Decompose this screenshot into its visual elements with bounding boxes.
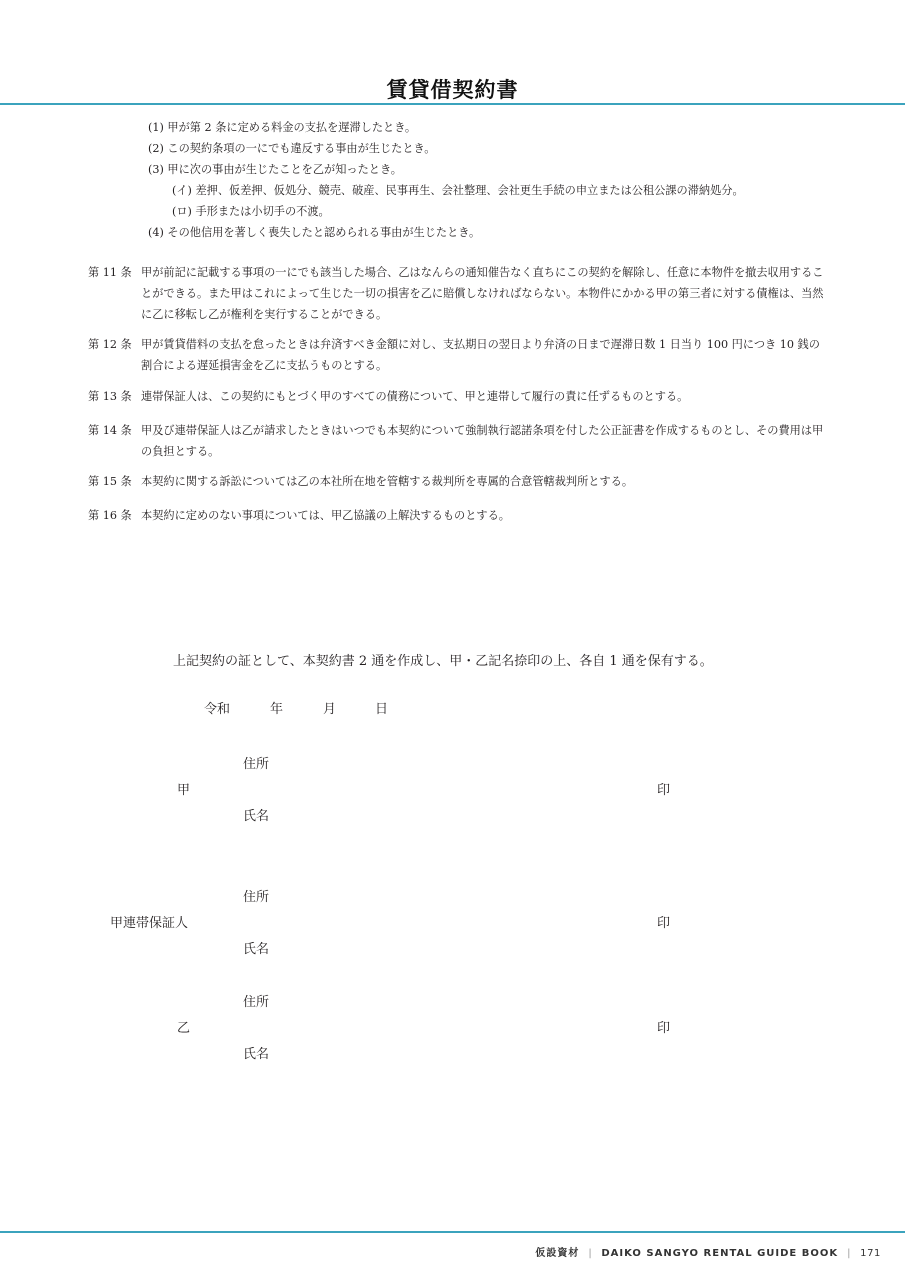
article-13 xyxy=(88,386,828,407)
footer-separator: | xyxy=(588,1248,593,1259)
article-12 xyxy=(88,334,828,376)
article-text: 甲が賃貸借料の支払を怠ったときは弁済すべき金額に対し、支払期日の翌日より弁済の日まで遅滞日数 1 日当り 100 円につき 10 銭の割合による遅延損害金を乙に支払うものとする。 xyxy=(141,338,820,372)
footer-separator: | xyxy=(847,1248,852,1259)
date-day: 日 xyxy=(375,702,389,717)
article-text: 連帯保証人は、この契約にもとづく甲のすべての債務について、甲と連帯して履行の責に任ずるものとする。 xyxy=(141,390,689,403)
article-text: 本契約に定めのない事項については、甲乙協議の上解決するものとする。 xyxy=(141,509,510,522)
article-text: 甲が前記に記載する事項の一にでも該当した場合、乙はなんらの通知催告なく直ちにこの契約を解除し、任意に本物件を撤去収用することができる。また甲はこれによって生じた一切の損害を乙に賠償しなければならない。本物件にかかる甲の第三者に対する債権は、当然に乙に移転し乙が権利を実行することができる。 xyxy=(141,266,824,321)
article-number: 第 14 条 xyxy=(88,424,132,437)
header-rule xyxy=(0,103,905,105)
closing-statement: 上記契約の証として、本契約書 2 通を作成し、甲・乙記名捺印の上、各自 1 通を保有する。 xyxy=(173,654,713,669)
article-number: 第 13 条 xyxy=(88,390,132,403)
footer-book-title: DAIKO SANGYO RENTAL GUIDE BOOK xyxy=(601,1248,839,1259)
article-15 xyxy=(88,471,828,492)
party-role: 乙 xyxy=(177,1021,191,1036)
footer-rule xyxy=(0,1231,905,1233)
article-number: 第 16 条 xyxy=(88,509,132,522)
article-number: 第 12 条 xyxy=(88,338,132,351)
list-item: (1) 甲が第 2 条に定める料金の支払を遅滞したとき。 xyxy=(148,121,417,134)
date-month: 月 xyxy=(323,702,337,717)
list-item: (イ) 差押、仮差押、仮処分、競売、破産、民事再生、会社整理、会社更生手続の申立または公租公課の滞納処分。 xyxy=(172,184,744,197)
page-number: 171 xyxy=(860,1248,881,1259)
party-role: 甲 xyxy=(177,783,191,798)
party-role: 甲連帯保証人 xyxy=(110,916,189,931)
seal-mark: 印 xyxy=(657,916,671,931)
article-16 xyxy=(88,505,828,526)
page-footer xyxy=(535,1244,881,1259)
article-11 xyxy=(88,262,828,325)
article-number: 第 15 条 xyxy=(88,475,132,488)
article-number: 第 11 条 xyxy=(88,266,132,279)
article-14 xyxy=(88,420,828,462)
seal-mark: 印 xyxy=(657,1021,671,1036)
article-text: 甲及び連帯保証人は乙が請求したときはいつでも本契約について強制執行認諾条項を付した公正証書を作成するものとし、その費用は甲の負担とする。 xyxy=(141,424,824,458)
date-era: 令和 xyxy=(204,702,231,717)
article-text: 本契約に関する訴訟については乙の本社所在地を管轄する裁判所を専属的合意管轄裁判所とする。 xyxy=(141,475,634,488)
list-item: (3) 甲に次の事由が生じたことを乙が知ったとき。 xyxy=(148,163,402,176)
name-label: 氏名 xyxy=(243,942,270,957)
list-item: (ロ) 手形または小切手の不渡。 xyxy=(172,205,330,218)
date-year: 年 xyxy=(270,702,284,717)
list-item: (2) この契約条項の一にでも違反する事由が生じたとき。 xyxy=(148,142,436,155)
address-label: 住所 xyxy=(243,995,270,1010)
list-item: (4) その他信用を著しく喪失したと認められる事由が生じたとき。 xyxy=(148,226,481,239)
name-label: 氏名 xyxy=(243,809,270,824)
name-label: 氏名 xyxy=(243,1047,270,1062)
seal-mark: 印 xyxy=(657,783,671,798)
footer-category: 仮設資材 xyxy=(535,1248,580,1259)
address-label: 住所 xyxy=(243,757,270,772)
page-title: 賃貸借契約書 xyxy=(386,78,519,102)
address-label: 住所 xyxy=(243,890,270,905)
